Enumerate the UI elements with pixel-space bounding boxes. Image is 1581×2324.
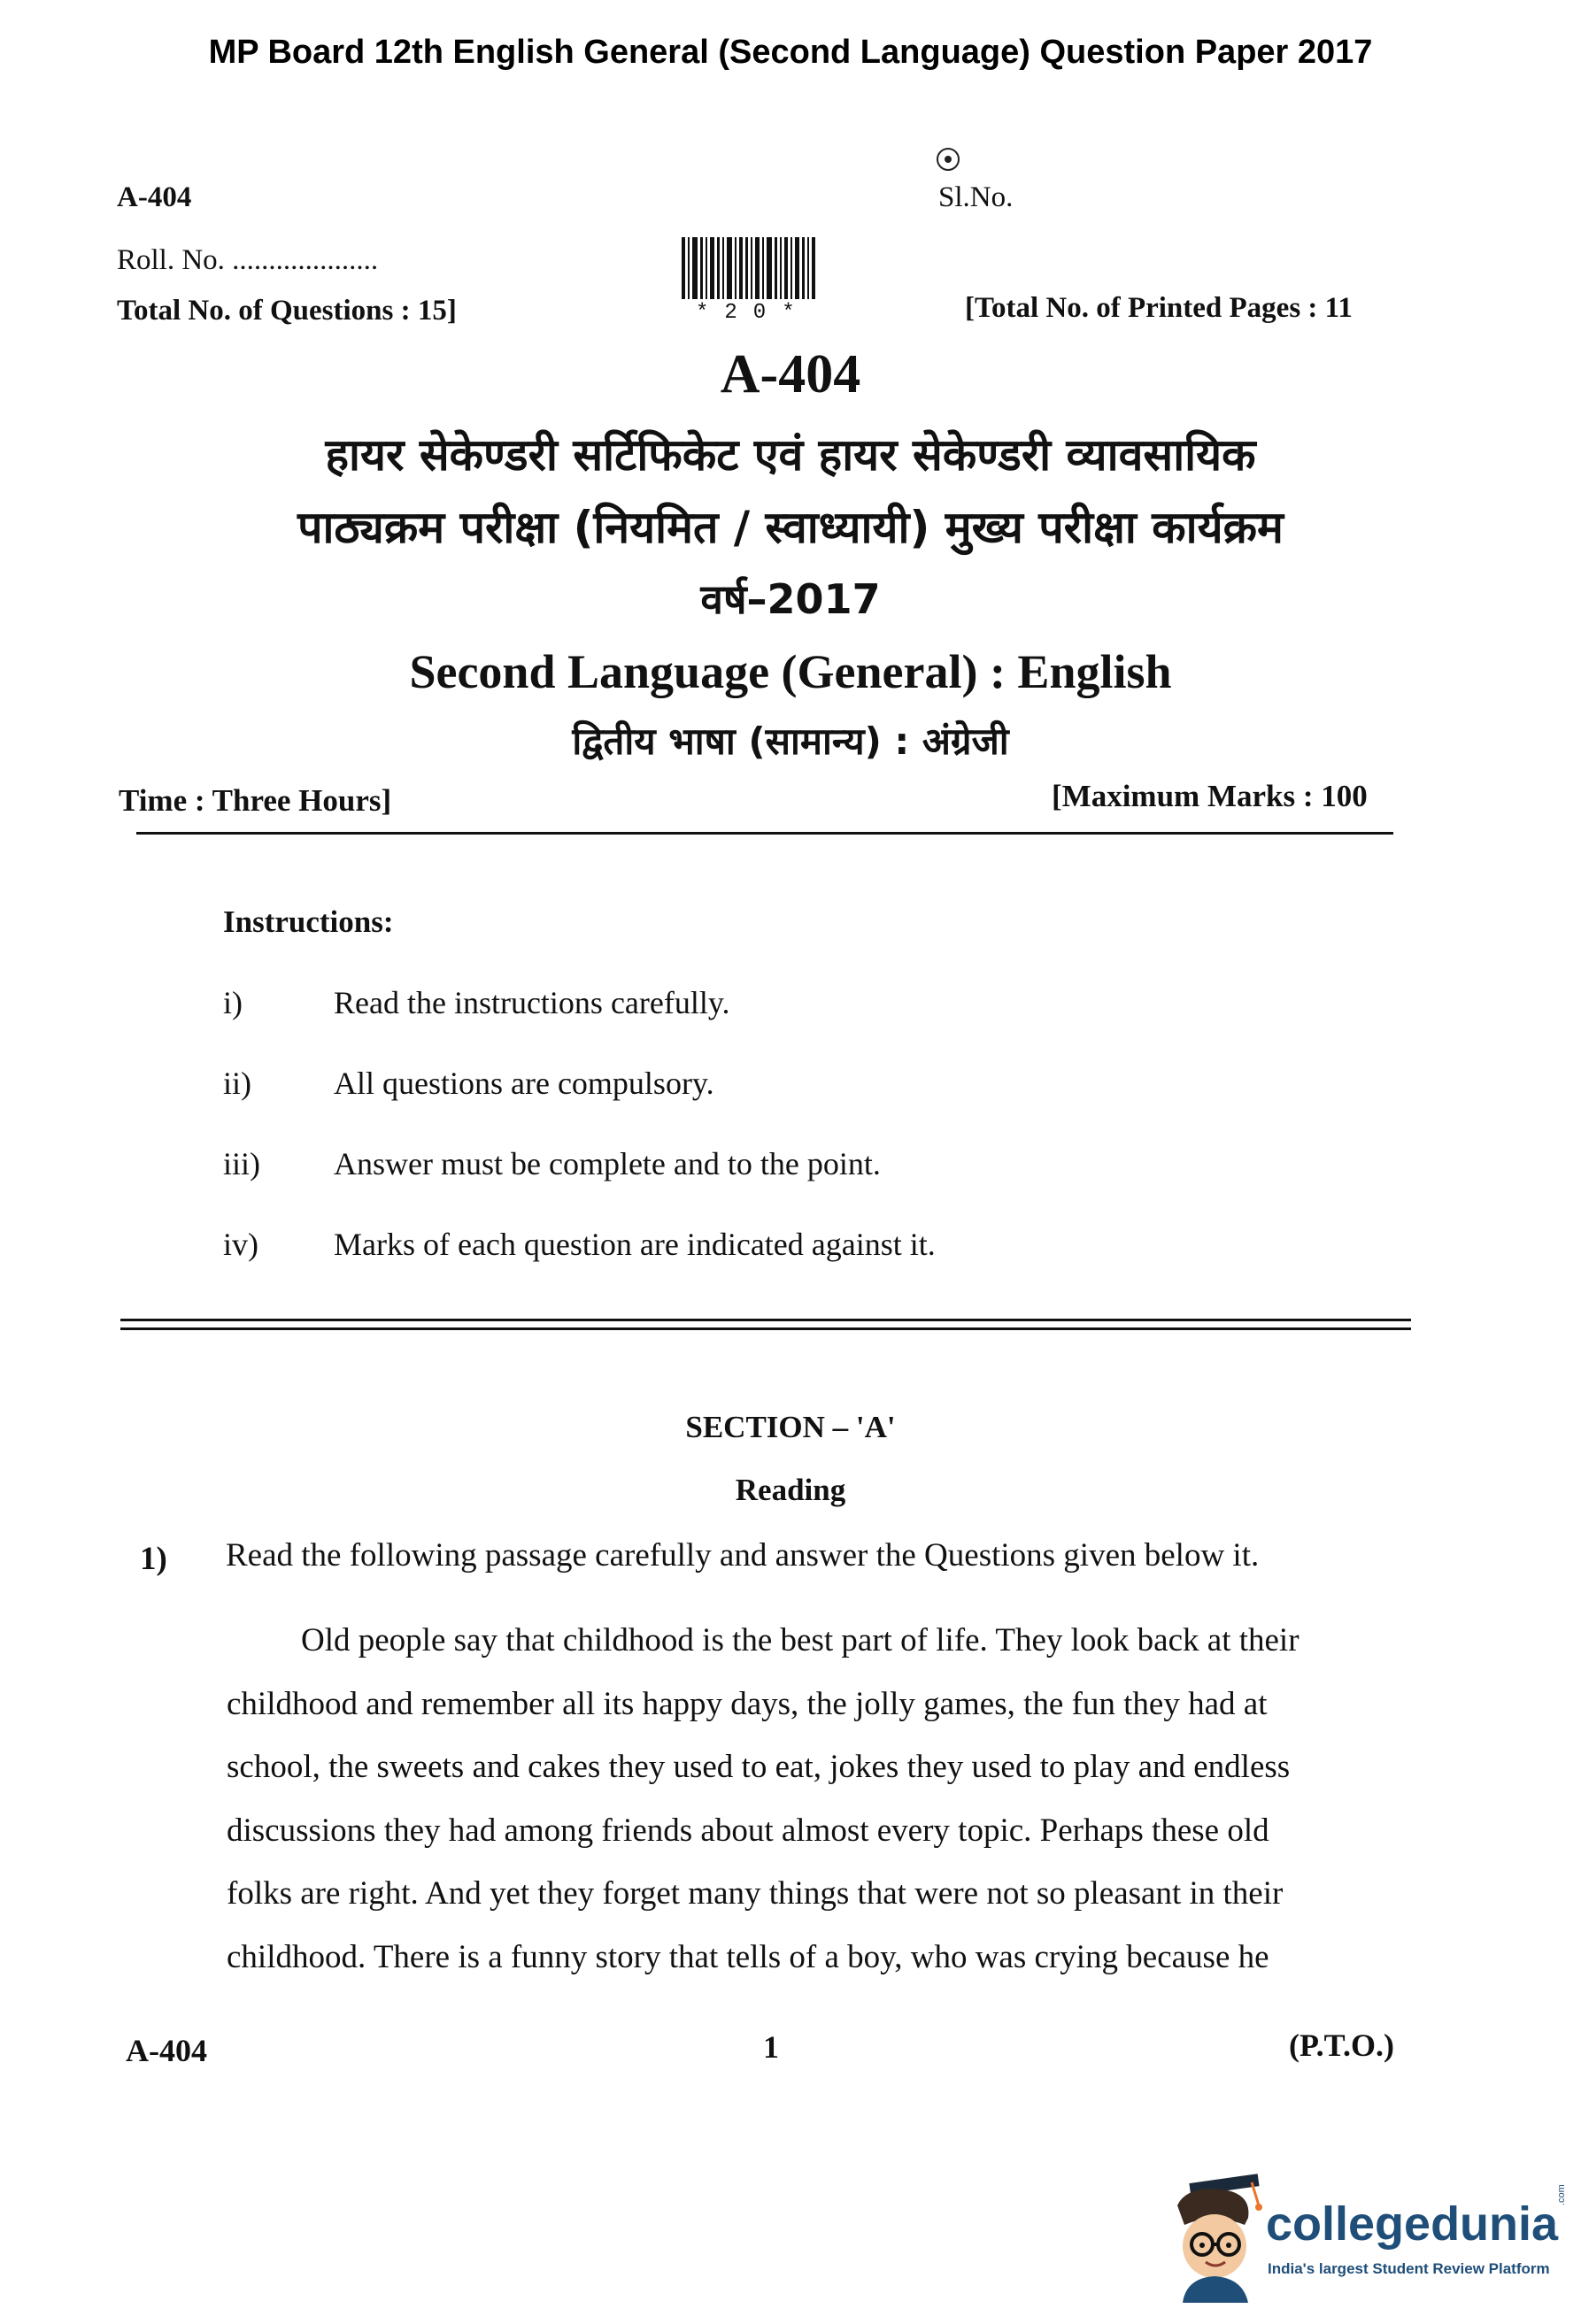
instructions-title: Instructions: [223, 904, 394, 939]
instruction-number: ii) [223, 1066, 251, 1101]
instruction-number: iii) [223, 1146, 260, 1181]
question-text: Read the following passage carefully and answer the Questions given below it. [226, 1537, 1260, 1574]
instructions-divider-top [120, 1319, 1411, 1321]
question-number: 1) [140, 1541, 167, 1577]
reading-passage [227, 1609, 1427, 1989]
instruction-item [223, 1145, 1285, 1185]
footer-paper-code: A-404 [126, 2033, 207, 2068]
instruction-number: i) [223, 985, 243, 1020]
logo-domain-suffix: .com [1556, 2184, 1567, 2205]
barcode [682, 237, 818, 325]
passage-line: school, the sweets and cakes they used to eat, jokes they used to play and endless [227, 1749, 1291, 1785]
passage-line: childhood. There is a funny story that tells of a boy, who was crying because he [227, 1938, 1269, 1975]
paper-code-title: A-404 [720, 344, 861, 404]
passage-line: Old people say that childhood is the best part of life. They look back at their [301, 1622, 1300, 1658]
subject-english: Second Language (General) : English [409, 645, 1172, 698]
hindi-heading-line-1: हायर सेकेण्डरी सर्टिफिकेट एवं हायर सेकेण्डरी व्यावसायिक [325, 429, 1256, 481]
hindi-year: वर्ष–2017 [700, 575, 881, 623]
passage-line: discussions they had among friends about almost every topic. Perhaps these old [227, 1812, 1269, 1849]
section-title: SECTION – 'A' [685, 1410, 896, 1444]
serial-circle-icon [937, 148, 960, 171]
collegedunia-logo [1160, 2170, 1567, 2312]
passage-line: folks are right. And yet they forget many things that were not so pleasant in their [227, 1875, 1284, 1912]
passage-line: childhood and remember all its happy days, the jolly games, the fun they had at [227, 1685, 1268, 1722]
instruction-item [223, 1226, 1285, 1266]
instructions-divider-bottom [120, 1327, 1411, 1330]
roll-number-field: Roll. No. .................... [117, 244, 379, 276]
header-divider [136, 832, 1393, 835]
barcode-number: *20* [696, 301, 811, 325]
logo-tagline: India's largest Student Review Platform [1268, 2260, 1550, 2277]
total-printed-pages: [Total No. of Printed Pages : 11 [965, 292, 1353, 324]
footer-page-number: 1 [763, 2029, 779, 2065]
instruction-text: Marks of each question are indicated against it. [334, 1227, 936, 1262]
instruction-item [223, 1065, 1285, 1104]
hindi-heading-line-2: पाठ्यक्रम परीक्षा (नियमित / स्वाध्यायी) मुख्य परीक्षा कार्यक्रम [297, 502, 1284, 553]
barcode-bars-icon [682, 237, 818, 299]
mascot-icon [1160, 2170, 1266, 2312]
footer-pto: (P.T.O.) [1289, 2028, 1395, 2063]
serial-number-label: Sl.No. [938, 181, 1014, 213]
paper-code-left: A-404 [117, 181, 192, 213]
instruction-number: iv) [223, 1227, 258, 1262]
subject-hindi: द्वितीय भाषा (सामान्य) : अंग्रेजी [572, 720, 1009, 763]
total-questions: Total No. of Questions : 15] [117, 295, 457, 327]
exam-time: Time : Three Hours] [119, 783, 392, 818]
instruction-text: Answer must be complete and to the point. [334, 1146, 881, 1181]
instruction-text: All questions are compulsory. [334, 1066, 714, 1101]
maximum-marks: [Maximum Marks : 100 [1052, 779, 1368, 813]
instruction-text: Read the instructions carefully. [334, 985, 730, 1020]
page-banner-title: MP Board 12th English General (Second Language) Question Paper 2017 [208, 34, 1373, 71]
instruction-item [223, 984, 1285, 1024]
section-subtitle: Reading [735, 1473, 846, 1507]
logo-wordmark: collegedunia [1266, 2197, 1559, 2251]
